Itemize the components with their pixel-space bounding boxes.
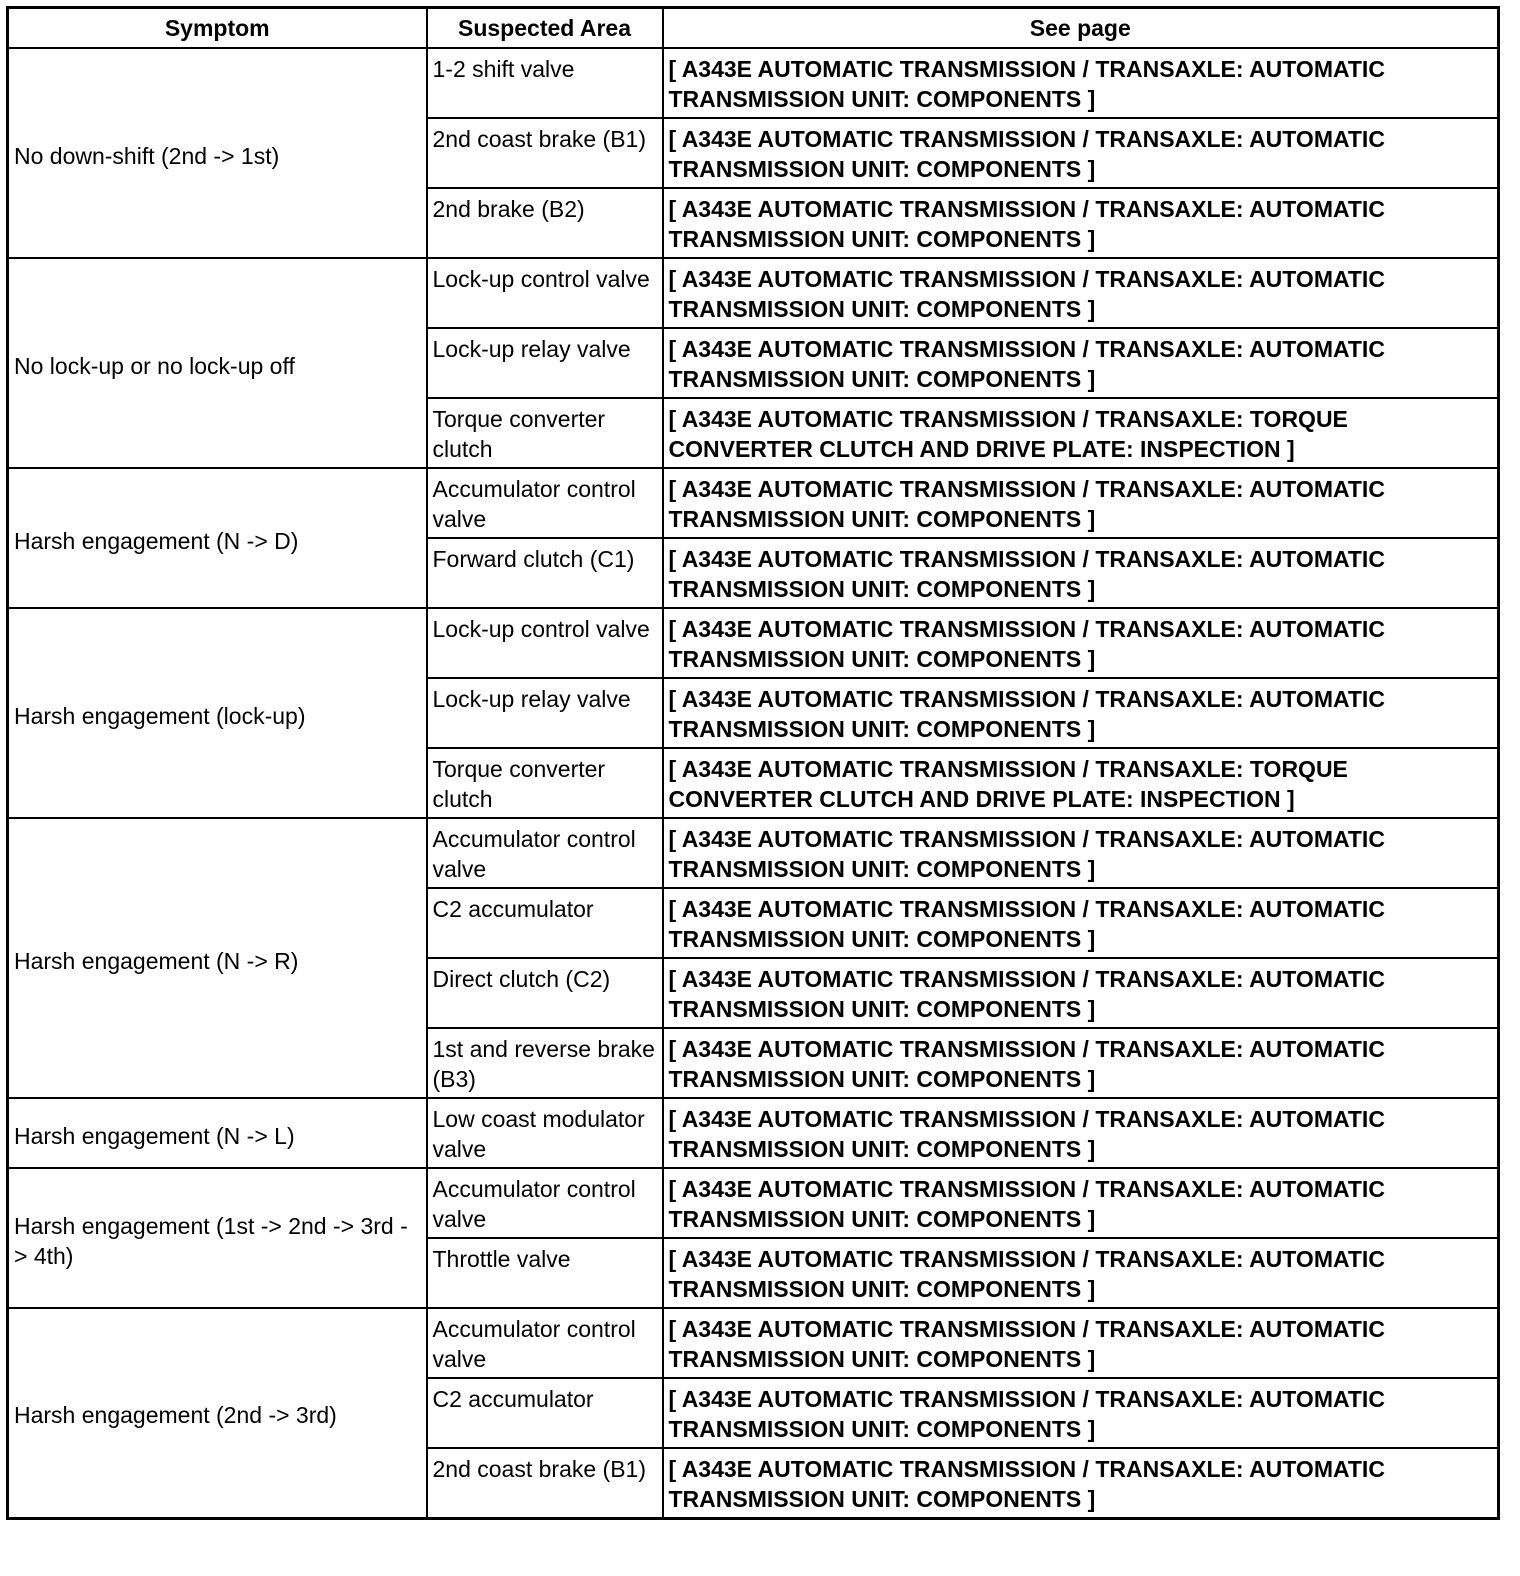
header-symptom: Symptom (8, 8, 427, 49)
symptom-cell: Harsh engagement (2nd -> 3rd) (8, 1308, 427, 1518)
table-row (8, 818, 1499, 888)
suspected-area-cell: 2nd brake (B2) (427, 188, 663, 258)
see-page-link[interactable]: [ A343E AUTOMATIC TRANSMISSION / TRANSAXLE: AUTOMATIC TRANSMISSION UNIT: COMPONENTS ] (663, 1168, 1499, 1238)
suspected-area-cell: Accumulator control valve (427, 818, 663, 888)
table-row (8, 1168, 1499, 1238)
table-body (8, 48, 1499, 1518)
suspected-area-cell: Accumulator control valve (427, 1168, 663, 1238)
symptom-cell: Harsh engagement (N -> D) (8, 468, 427, 608)
suspected-area-cell: Torque converter clutch (427, 748, 663, 818)
see-page-link[interactable]: [ A343E AUTOMATIC TRANSMISSION / TRANSAXLE: AUTOMATIC TRANSMISSION UNIT: COMPONENTS ] (663, 608, 1499, 678)
header-row (8, 8, 1499, 49)
suspected-area-cell: Forward clutch (C1) (427, 538, 663, 608)
see-page-link[interactable]: [ A343E AUTOMATIC TRANSMISSION / TRANSAXLE: AUTOMATIC TRANSMISSION UNIT: COMPONENTS ] (663, 328, 1499, 398)
see-page-link[interactable]: [ A343E AUTOMATIC TRANSMISSION / TRANSAXLE: AUTOMATIC TRANSMISSION UNIT: COMPONENTS ] (663, 538, 1499, 608)
header-suspected-area: Suspected Area (427, 8, 663, 49)
see-page-link[interactable]: [ A343E AUTOMATIC TRANSMISSION / TRANSAXLE: TORQUE CONVERTER CLUTCH AND DRIVE PLATE: INSPECTION ] (663, 748, 1499, 818)
suspected-area-cell: C2 accumulator (427, 888, 663, 958)
symptom-cell: No down-shift (2nd -> 1st) (8, 48, 427, 258)
see-page-link[interactable]: [ A343E AUTOMATIC TRANSMISSION / TRANSAXLE: AUTOMATIC TRANSMISSION UNIT: COMPONENTS ] (663, 1238, 1499, 1308)
suspected-area-cell: Lock-up control valve (427, 258, 663, 328)
suspected-area-cell: Lock-up relay valve (427, 678, 663, 748)
see-page-link[interactable]: [ A343E AUTOMATIC TRANSMISSION / TRANSAXLE: TORQUE CONVERTER CLUTCH AND DRIVE PLATE: INSPECTION ] (663, 398, 1499, 468)
suspected-area-cell: Torque converter clutch (427, 398, 663, 468)
suspected-area-cell: Low coast modulator valve (427, 1098, 663, 1168)
symptom-cell: Harsh engagement (lock-up) (8, 608, 427, 818)
suspected-area-cell: Throttle valve (427, 1238, 663, 1308)
see-page-link[interactable]: [ A343E AUTOMATIC TRANSMISSION / TRANSAXLE: AUTOMATIC TRANSMISSION UNIT: COMPONENTS ] (663, 1448, 1499, 1518)
see-page-link[interactable]: [ A343E AUTOMATIC TRANSMISSION / TRANSAXLE: AUTOMATIC TRANSMISSION UNIT: COMPONENTS ] (663, 188, 1499, 258)
see-page-link[interactable]: [ A343E AUTOMATIC TRANSMISSION / TRANSAXLE: AUTOMATIC TRANSMISSION UNIT: COMPONENTS ] (663, 48, 1499, 118)
see-page-link[interactable]: [ A343E AUTOMATIC TRANSMISSION / TRANSAXLE: AUTOMATIC TRANSMISSION UNIT: COMPONENTS ] (663, 678, 1499, 748)
symptom-cell: No lock-up or no lock-up off (8, 258, 427, 468)
suspected-area-cell: Lock-up relay valve (427, 328, 663, 398)
table-row (8, 608, 1499, 678)
table-row (8, 258, 1499, 328)
suspected-area-cell: C2 accumulator (427, 1378, 663, 1448)
see-page-link[interactable]: [ A343E AUTOMATIC TRANSMISSION / TRANSAXLE: AUTOMATIC TRANSMISSION UNIT: COMPONENTS ] (663, 958, 1499, 1028)
symptom-cell: Harsh engagement (N -> R) (8, 818, 427, 1098)
suspected-area-cell: Accumulator control valve (427, 468, 663, 538)
symptom-cell: Harsh engagement (N -> L) (8, 1098, 427, 1168)
table-row (8, 468, 1499, 538)
see-page-link[interactable]: [ A343E AUTOMATIC TRANSMISSION / TRANSAXLE: AUTOMATIC TRANSMISSION UNIT: COMPONENTS ] (663, 118, 1499, 188)
table-row (8, 1308, 1499, 1378)
suspected-area-cell: 2nd coast brake (B1) (427, 118, 663, 188)
see-page-link[interactable]: [ A343E AUTOMATIC TRANSMISSION / TRANSAXLE: AUTOMATIC TRANSMISSION UNIT: COMPONENTS ] (663, 1028, 1499, 1098)
see-page-link[interactable]: [ A343E AUTOMATIC TRANSMISSION / TRANSAXLE: AUTOMATIC TRANSMISSION UNIT: COMPONENTS ] (663, 888, 1499, 958)
suspected-area-cell: 2nd coast brake (B1) (427, 1448, 663, 1518)
see-page-link[interactable]: [ A343E AUTOMATIC TRANSMISSION / TRANSAXLE: AUTOMATIC TRANSMISSION UNIT: COMPONENTS ] (663, 1378, 1499, 1448)
header-see-page: See page (663, 8, 1499, 49)
see-page-link[interactable]: [ A343E AUTOMATIC TRANSMISSION / TRANSAXLE: AUTOMATIC TRANSMISSION UNIT: COMPONENTS ] (663, 1098, 1499, 1168)
table-row (8, 1098, 1499, 1168)
suspected-area-cell: 1st and reverse brake (B3) (427, 1028, 663, 1098)
see-page-link[interactable]: [ A343E AUTOMATIC TRANSMISSION / TRANSAXLE: AUTOMATIC TRANSMISSION UNIT: COMPONENTS ] (663, 818, 1499, 888)
suspected-area-cell: 1-2 shift valve (427, 48, 663, 118)
suspected-area-cell: Accumulator control valve (427, 1308, 663, 1378)
suspected-area-cell: Lock-up control valve (427, 608, 663, 678)
table-row (8, 48, 1499, 118)
symptom-table (6, 6, 1500, 1520)
see-page-link[interactable]: [ A343E AUTOMATIC TRANSMISSION / TRANSAXLE: AUTOMATIC TRANSMISSION UNIT: COMPONENTS ] (663, 258, 1499, 328)
see-page-link[interactable]: [ A343E AUTOMATIC TRANSMISSION / TRANSAXLE: AUTOMATIC TRANSMISSION UNIT: COMPONENTS ] (663, 468, 1499, 538)
suspected-area-cell: Direct clutch (C2) (427, 958, 663, 1028)
see-page-link[interactable]: [ A343E AUTOMATIC TRANSMISSION / TRANSAXLE: AUTOMATIC TRANSMISSION UNIT: COMPONENTS ] (663, 1308, 1499, 1378)
symptom-cell: Harsh engagement (1st -> 2nd -> 3rd -> 4th) (8, 1168, 427, 1308)
